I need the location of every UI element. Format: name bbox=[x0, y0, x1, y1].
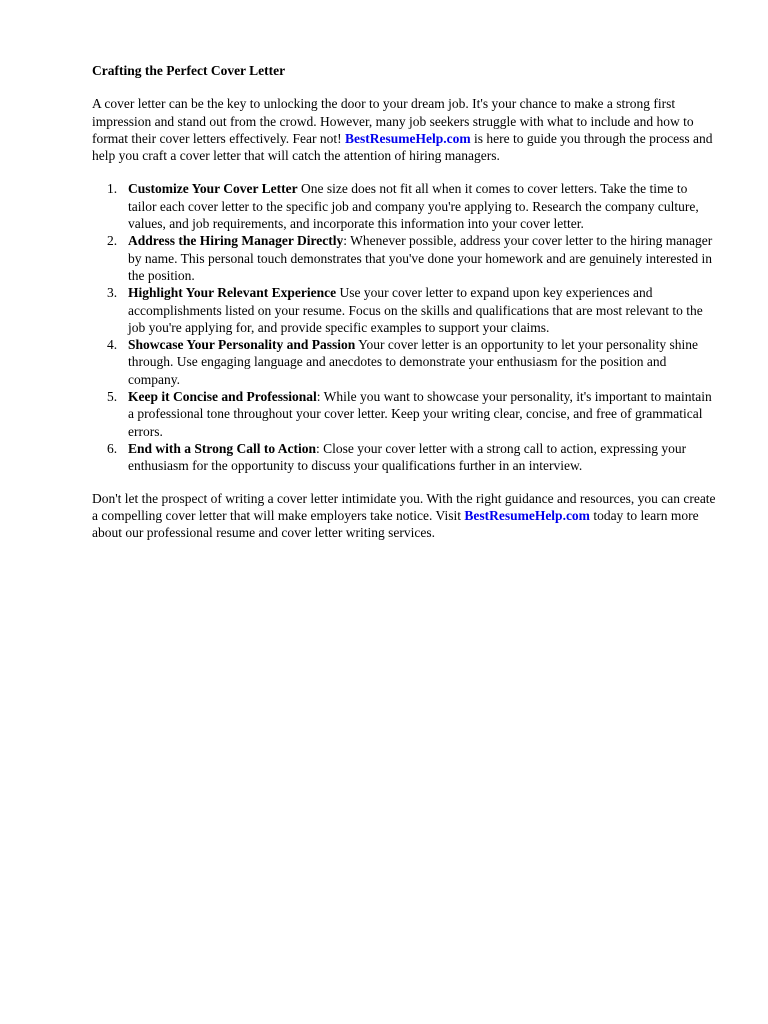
tip-heading: Keep it Concise and Professional bbox=[128, 389, 317, 405]
list-item-number: 6. bbox=[107, 440, 118, 456]
tip-body: While you want to showcase your personality, it's important to maintain a professional tone throughout your cover letter. Keep your writing clear, concise, and free of grammatical errors. bbox=[128, 389, 712, 439]
list-item bbox=[92, 284, 716, 336]
list-item-number: 4. bbox=[107, 337, 118, 353]
tip-heading: Showcase Your Personality and Passion bbox=[128, 337, 356, 353]
outro-paragraph bbox=[92, 490, 716, 542]
list-item bbox=[92, 388, 716, 440]
list-item bbox=[92, 232, 716, 284]
tip-body: Your cover letter is an opportunity to let your personality shine through. Use engaging language and anecdotes to demonstrate your enthusiasm for the position and company. bbox=[128, 337, 698, 387]
tip-body: One size does not fit all when it comes to cover letters. Take the time to tailor each cover letter to the specific job and company you're applying to. Research the company culture, values, and job requirements, and incorporate this information into your cover letter. bbox=[128, 181, 699, 232]
outro-text-before-link: Don't let the prospect of writing a cover letter intimidate you. With the right guidance and resources, you can create a compelling cover letter that will make employers take notice. Visit bbox=[92, 490, 716, 523]
intro-text-after-link: is here to guide you through the process and help you craft a cover letter that will catch the attention of hiring managers. bbox=[92, 130, 713, 164]
list-item bbox=[92, 336, 716, 388]
list-item-text bbox=[128, 440, 716, 475]
page-title: Crafting the Perfect Cover Letter bbox=[92, 63, 286, 78]
list-item-text bbox=[128, 336, 716, 388]
tip-body: Close your cover letter with a strong call to action, expressing your enthusiasm for the opportunity to discuss your qualifications further in an interview. bbox=[128, 440, 687, 474]
tips-list bbox=[92, 180, 716, 474]
tip-separator: : bbox=[316, 389, 324, 405]
tip-separator: : bbox=[343, 233, 351, 249]
list-item-text bbox=[128, 232, 716, 284]
list-item-text bbox=[128, 284, 716, 336]
list-item-text bbox=[128, 388, 716, 440]
tip-body: Use your cover letter to expand upon key experiences and accomplishments listed on your resume. Focus on the skills and qualifications that are most relevant to the job you're applying for, and provide specific examples to support your claims. bbox=[128, 285, 703, 335]
list-item bbox=[92, 180, 716, 232]
tip-separator: : bbox=[316, 440, 324, 456]
intro-paragraph bbox=[92, 95, 716, 164]
bestresumehelp-link[interactable]: BestResumeHelp.com bbox=[345, 130, 471, 146]
tip-body: Whenever possible, address your cover letter to the hiring manager by name. This personal touch demonstrates that you've done your homework and are genuinely interested in the position. bbox=[128, 233, 713, 283]
tip-heading: End with a Strong Call to Action bbox=[128, 440, 317, 456]
tip-heading: Highlight Your Relevant Experience bbox=[128, 285, 337, 301]
outro-text-after-link: today to learn more about our professional resume and cover letter writing services. bbox=[92, 507, 699, 541]
list-item bbox=[92, 440, 716, 475]
list-item-number: 3. bbox=[107, 285, 118, 301]
list-item-text bbox=[128, 180, 716, 232]
bestresumehelp-link[interactable]: BestResumeHelp.com bbox=[464, 507, 590, 523]
tip-heading: Customize Your Cover Letter bbox=[128, 181, 298, 197]
tip-heading: Address the Hiring Manager Directly bbox=[128, 233, 344, 249]
document-content bbox=[92, 62, 716, 541]
list-item-number: 2. bbox=[107, 233, 118, 249]
list-item-number: 1. bbox=[107, 181, 118, 197]
list-item-number: 5. bbox=[107, 389, 118, 405]
intro-text-before-link: A cover letter can be the key to unlocking the door to your dream job. It's your chance to make a strong first impression and stand out from the crowd. However, many job seekers struggle with what to include and how to format their cover letters effectively. Fear not! bbox=[92, 96, 694, 146]
